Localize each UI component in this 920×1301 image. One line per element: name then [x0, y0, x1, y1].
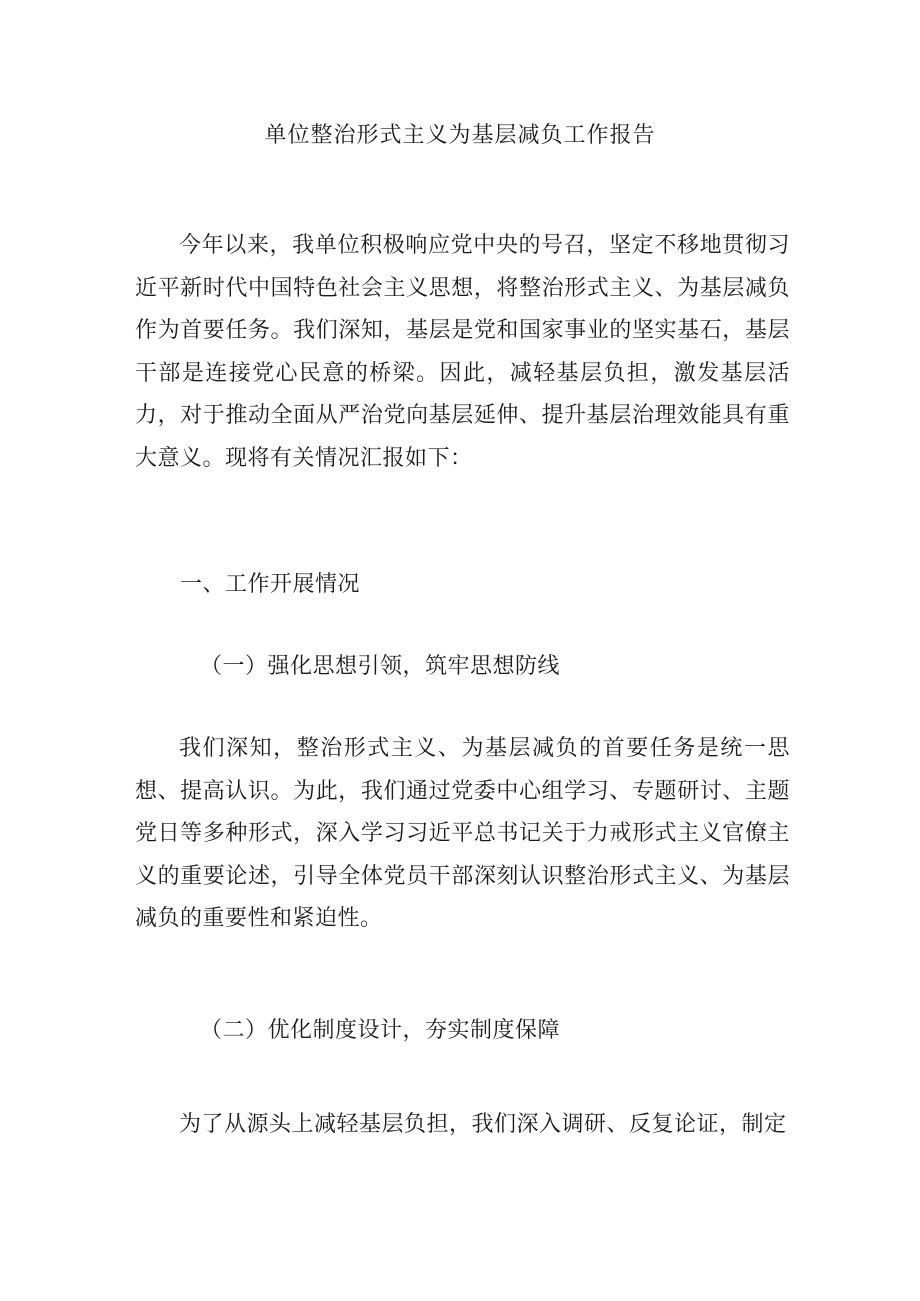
intro-paragraph: 今年以来，我单位积极响应党中央的号召，坚定不移地贯彻习近平新时代中国特色社会主义思想，将整治形式主义、为基层减负作为首要任务。我们深知，基层是党和国家事业的坚实基石，基层干部是连接党心民意的桥梁。因此，减轻基层负担，激发基层活力，对于推动全面从严治党向基层延伸、提升基层治理效能具有重大意义。现将有关情况汇报如下：: [135, 233, 790, 471]
subsection-2-paragraph: 为了从源头上减轻基层负担，我们深入调研、反复论证，制定: [179, 1112, 787, 1137]
document-title: 单位整治形式主义为基层减负工作报告: [264, 123, 656, 148]
subsection-1-paragraph: 我们深知，整治形式主义、为基层减负的首要任务是统一思想、提高认识。为此，我们通过党委中心组学习、专题研讨、主题党日等多种形式，深入学习习近平总书记关于力戒形式主义官僚主义的重要论述，引导全体党员干部深刻认识整治形式主义、为基层减负的重要性和紧迫性。: [135, 736, 790, 931]
subsection-heading-2: （二）优化制度设计，夯实制度保障: [200, 1018, 561, 1043]
section-heading-1: 一、工作开展情况: [180, 572, 361, 597]
subsection-heading-1: （一）强化思想引领，筑牢思想防线: [200, 654, 561, 679]
